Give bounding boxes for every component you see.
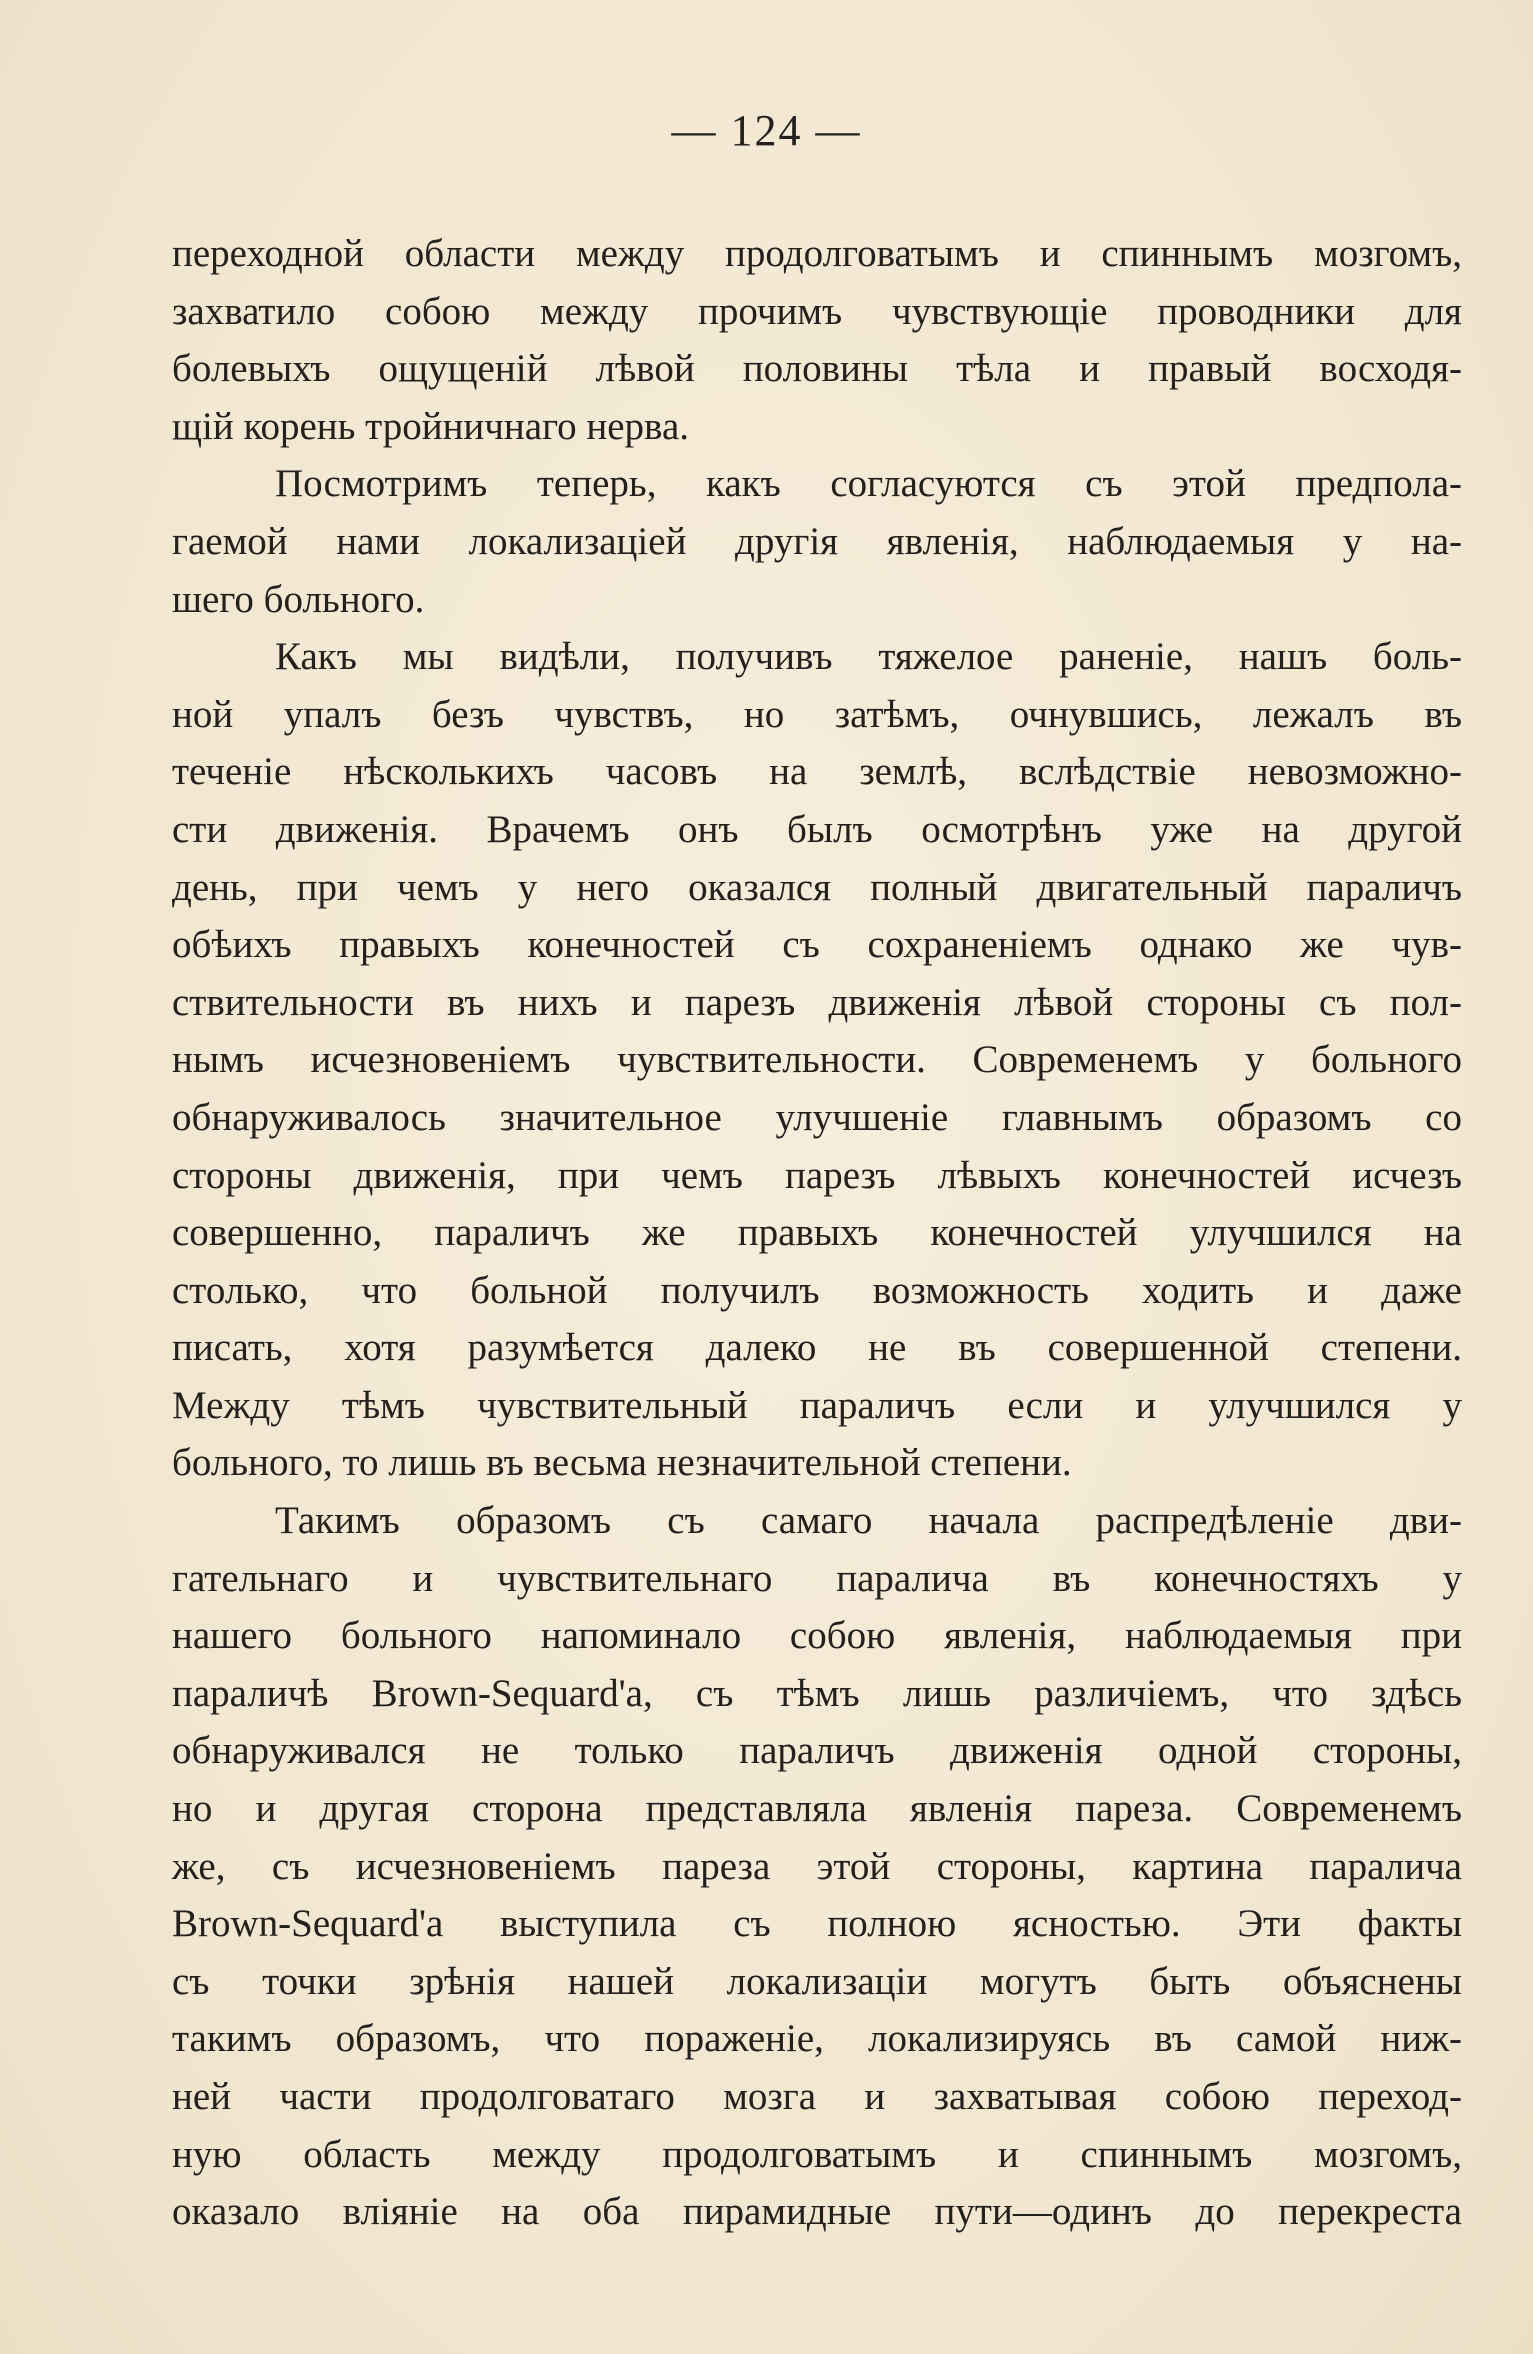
- paragraph: [172, 628, 1462, 1492]
- text-line: гаемой нами локализаціей другія явленія, наблюдаемыя у на-: [172, 519, 1462, 563]
- text-line: писать, хотя разумѣется далеко не въ совершенной степени.: [172, 1326, 1462, 1370]
- text-line: нашего больного напоминало собою явленія, наблюдаемыя при: [172, 1614, 1462, 1658]
- text-line: ную область между продолговатымъ и спиннымъ мозгомъ,: [172, 2132, 1462, 2176]
- paragraph: [172, 455, 1462, 628]
- text-line: теченіе нѣсколькихъ часовъ на землѣ, вслѣдствіе невозможно-: [172, 750, 1462, 794]
- text-line: переходной области между продолговатымъ и спиннымъ мозгомъ,: [172, 232, 1462, 275]
- text-line: но и другая сторона представляла явленія пареза. Современемъ: [172, 1787, 1462, 1831]
- text-line: день, при чемъ у него оказался полный двигательный параличъ: [172, 865, 1462, 909]
- text-line: Какъ мы видѣли, получивъ тяжелое раненіе, нашъ боль-: [275, 635, 1462, 679]
- text-line: столько, что больной получилъ возможность ходить и даже: [172, 1268, 1462, 1312]
- text-line: ствительности въ нихъ и парезъ движенія лѣвой стороны съ пол-: [172, 980, 1462, 1024]
- text-line: обнаруживался не только параличъ движенія одной стороны,: [172, 1729, 1462, 1773]
- text-line: сти движенія. Врачемъ онъ былъ осмотрѣнъ уже на другой: [172, 807, 1462, 851]
- text-line: гательнаго и чувствительнаго паралича въ конечностяхъ у: [172, 1556, 1462, 1600]
- text-line: оказало вліяніе на оба пирамидные пути—одинъ до перекреста: [172, 2190, 1462, 2234]
- text-line: больного, то лишь въ весьма незначительной степени.: [172, 1441, 1072, 1485]
- text-line: Посмотримъ теперь, какъ согласуются съ этой предпола-: [275, 462, 1462, 506]
- text-line: Между тѣмъ чувствительный параличъ если и улучшился у: [172, 1383, 1462, 1427]
- text-line: совершенно, параличъ же правыхъ конечностей улучшился на: [172, 1211, 1462, 1255]
- text-line: такимъ образомъ, что пораженіе, локализируясь въ самой ниж-: [172, 2017, 1462, 2061]
- text-line: захватило собою между прочимъ чувствующіе проводники для: [172, 289, 1462, 333]
- text-line: съ точки зрѣнія нашей локализаціи могутъ быть объяснены: [172, 1959, 1462, 2003]
- paragraph: [172, 225, 1462, 455]
- text-line: Brown-Sequard'а выступила съ полною ясностью. Эти факты: [172, 1902, 1462, 1946]
- text-line: ной упалъ безъ чувствъ, но затѣмъ, очнувшись, лежалъ въ: [172, 692, 1462, 736]
- text-line: шего больного.: [172, 577, 425, 621]
- text-line: обнаруживалось значительное улучшеніе главнымъ образомъ со: [172, 1095, 1462, 1139]
- text-line: обѣихъ правыхъ конечностей съ сохраненіемъ однако же чув-: [172, 923, 1462, 967]
- text-line: щій корень тройничнаго нерва.: [172, 404, 690, 448]
- text-line: болевыхъ ощущеній лѣвой половины тѣла и правый восходя-: [172, 347, 1462, 391]
- page-number: — 124 —: [671, 106, 862, 155]
- text-line: же, съ исчезновеніемъ пареза этой стороны, картина паралича: [172, 1844, 1462, 1888]
- text-line: нымъ исчезновеніемъ чувствительности. Современемъ у больного: [172, 1038, 1462, 1082]
- paragraph: [172, 1492, 1462, 2241]
- text-line: Такимъ образомъ съ самаго начала распредѣленіе дви-: [275, 1499, 1462, 1543]
- text-line: ней части продолговатаго мозга и захватывая собою переход-: [172, 2075, 1462, 2118]
- text-line: параличѣ Brown-Sequard'а, съ тѣмъ лишь различіемъ, что здѣсь: [172, 1671, 1462, 1715]
- text-line: стороны движенія, при чемъ парезъ лѣвыхъ конечностей исчезъ: [172, 1153, 1462, 1197]
- body-text: [172, 225, 1462, 2241]
